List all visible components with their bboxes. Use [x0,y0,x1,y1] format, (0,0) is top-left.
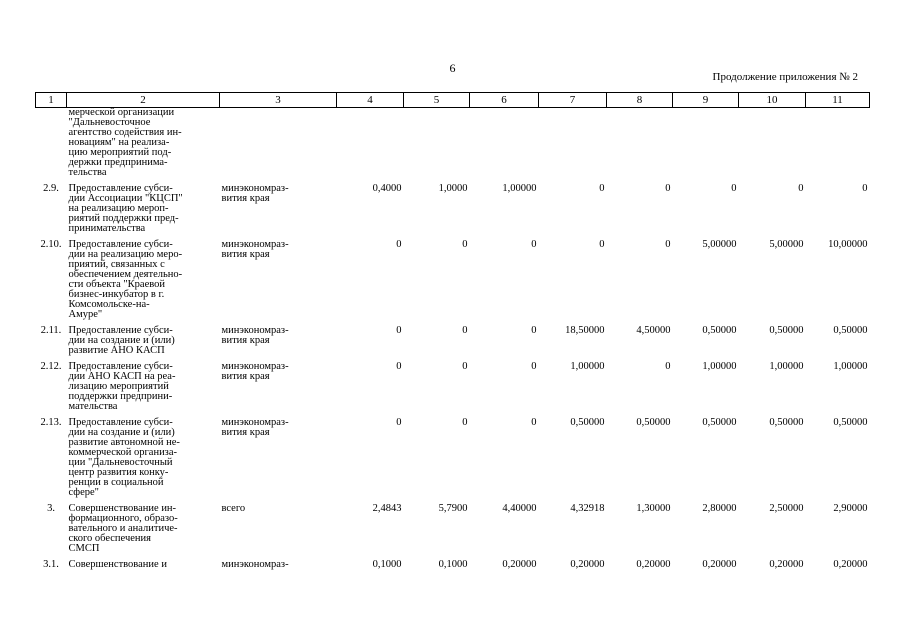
value-col-7: 18,50000 [565,325,605,336]
value-col-5: 0,1000 [438,559,468,570]
value-col-4: 0 [396,361,402,372]
page-number: 6 [449,61,456,75]
value-col-7: 1,00000 [570,361,605,372]
value-col-10 [739,108,806,179]
appendix-continuation-label: Продолжение приложения № 2 [712,71,858,83]
responsible-party [220,554,337,570]
table-row [36,412,870,498]
responsible-party [220,108,337,179]
value-col-8: 1,30000 [636,503,671,514]
table-header-row [36,93,870,108]
value-col-6: 4,40000 [502,503,537,514]
value-col-9: 0,50000 [702,417,737,428]
table-row [36,356,870,412]
measure-name [67,178,220,234]
value-col-8: 0,20000 [636,559,671,570]
value-col-8: 0,50000 [636,417,671,428]
value-col-4: 2,4843 [372,503,402,514]
measure-name-text: Предоставление субси- дии АНО КАСП на реа- лизацию мероприятий поддержки предприни- мательства [68,361,176,412]
value-col-10: 5,00000 [769,239,804,250]
value-col-8: 0 [665,183,671,194]
measure-name [67,412,220,498]
value-col-8: 0 [665,239,671,250]
value-col-4: 0 [396,417,402,428]
responsible-party [220,356,337,412]
value-col-11: 0,20000 [833,559,868,570]
value-col-6: 0 [531,239,537,250]
row-number: 2.10. [40,239,62,250]
measure-name-text: Совершенствование и [68,559,167,570]
value-col-9 [673,108,739,179]
value-col-11: 0 [862,183,868,194]
header-col-5: 5 [404,93,470,108]
responsible-party [220,234,337,320]
row-number [36,108,67,179]
measure-name [67,498,220,554]
value-col-9: 1,00000 [702,361,737,372]
value-col-7: 0,50000 [570,417,605,428]
header-col-7: 7 [539,93,607,108]
header-col-9: 9 [673,93,739,108]
measure-name [67,234,220,320]
header-col-3: 3 [220,93,337,108]
responsible-party-text: всего [221,503,246,514]
measure-name-text: Предоставление субси- дии на создание и (или) развитие автономной не- коммерческой организа- ции "Дальневосточный центр развития конку- ренции в социальной сфере" [68,417,180,498]
responsible-party-text: минэкономраз- вития края [221,325,289,346]
header-col-4: 4 [337,93,404,108]
value-col-5: 0 [462,325,468,336]
responsible-party-text: минэкономраз- вития края [221,361,289,382]
value-col-10: 0,20000 [769,559,804,570]
measure-name-text: Предоставление субси- дии на реализацию меро- приятий, связанных с обеспечением деятельно- сти объекта "Краевой бизнес-инкубатор в г. Комсомольске-на- Амуре" [68,239,183,320]
value-col-10: 0 [798,183,804,194]
value-col-4: 0,4000 [372,183,402,194]
responsible-party-text: минэкономраз- вития края [221,239,289,260]
value-col-5 [404,108,470,179]
value-col-11: 0,50000 [833,417,868,428]
value-col-6 [470,108,539,179]
value-col-10: 2,50000 [769,503,804,514]
row-number: 2.13. [40,417,62,428]
value-col-6: 0 [531,361,537,372]
row-number: 2.12. [40,361,62,372]
measure-name [67,356,220,412]
value-col-11: 0,50000 [833,325,868,336]
measure-name-text: Предоставление субси- дии Ассоциации "КЦСП" на реализацию мероп- риятий поддержки пред- принимательства [68,183,183,234]
measure-name-text: мерческой организации "Дальневосточное агентство содействия ин- новациям" на реализа- цию мероприятий под- держки предпринима- тельства [68,107,182,178]
table-row [36,320,870,356]
measure-name-text: Предоставление субси- дии на создание и (или) развитие АНО КАСП [68,325,175,356]
value-col-5: 1,0000 [438,183,468,194]
row-number: 3.1. [43,559,59,570]
header-col-11: 11 [806,93,870,108]
value-col-10: 0,50000 [769,417,804,428]
row-number: 2.9. [43,183,59,194]
value-col-6: 0 [531,325,537,336]
header-col-8: 8 [607,93,673,108]
header-col-10: 10 [739,93,806,108]
table-row [36,108,870,179]
measure-name [67,108,220,179]
value-col-11: 2,90000 [833,503,868,514]
value-col-7: 0 [599,183,605,194]
header-col-2: 2 [67,93,220,108]
table-row [36,554,870,570]
row-number: 3. [47,503,55,514]
value-col-5: 0 [462,361,468,372]
header-col-6: 6 [470,93,539,108]
responsible-party [220,498,337,554]
value-col-9: 0,50000 [702,325,737,336]
value-col-5: 5,7900 [438,503,468,514]
funding-table [35,92,870,570]
measure-name [67,320,220,356]
value-col-10: 1,00000 [769,361,804,372]
value-col-11: 10,00000 [828,239,868,250]
value-col-6: 0,20000 [502,559,537,570]
value-col-10: 0,50000 [769,325,804,336]
value-col-9: 2,80000 [702,503,737,514]
responsible-party-text: минэкономраз- [221,559,289,570]
value-col-4 [337,108,404,179]
responsible-party [220,412,337,498]
value-col-5: 0 [462,417,468,428]
table-row [36,234,870,320]
measure-name [67,554,220,570]
value-col-7: 4,32918 [570,503,605,514]
responsible-party [220,178,337,234]
value-col-5: 0 [462,239,468,250]
value-col-4: 0 [396,325,402,336]
value-col-9: 5,00000 [702,239,737,250]
value-col-6: 0 [531,417,537,428]
value-col-4: 0 [396,239,402,250]
responsible-party-text: минэкономраз- вития края [221,417,289,438]
row-number: 2.11. [40,325,62,336]
table-row [36,498,870,554]
value-col-9: 0 [731,183,737,194]
value-col-9: 0,20000 [702,559,737,570]
responsible-party [220,320,337,356]
responsible-party-text: минэкономраз- вития края [221,183,289,204]
table-row [36,178,870,234]
value-col-11: 1,00000 [833,361,868,372]
value-col-8: 0 [665,361,671,372]
value-col-4: 0,1000 [372,559,402,570]
value-col-8: 4,50000 [636,325,671,336]
value-col-7: 0,20000 [570,559,605,570]
value-col-11 [806,108,870,179]
header-col-1: 1 [36,93,67,108]
measure-name-text: Совершенствование ин- формационного, образо- вательного и аналитиче- ского обеспечения СМСП [68,503,178,554]
value-col-8 [607,108,673,179]
value-col-7 [539,108,607,179]
value-col-7: 0 [599,239,605,250]
value-col-6: 1,00000 [502,183,537,194]
